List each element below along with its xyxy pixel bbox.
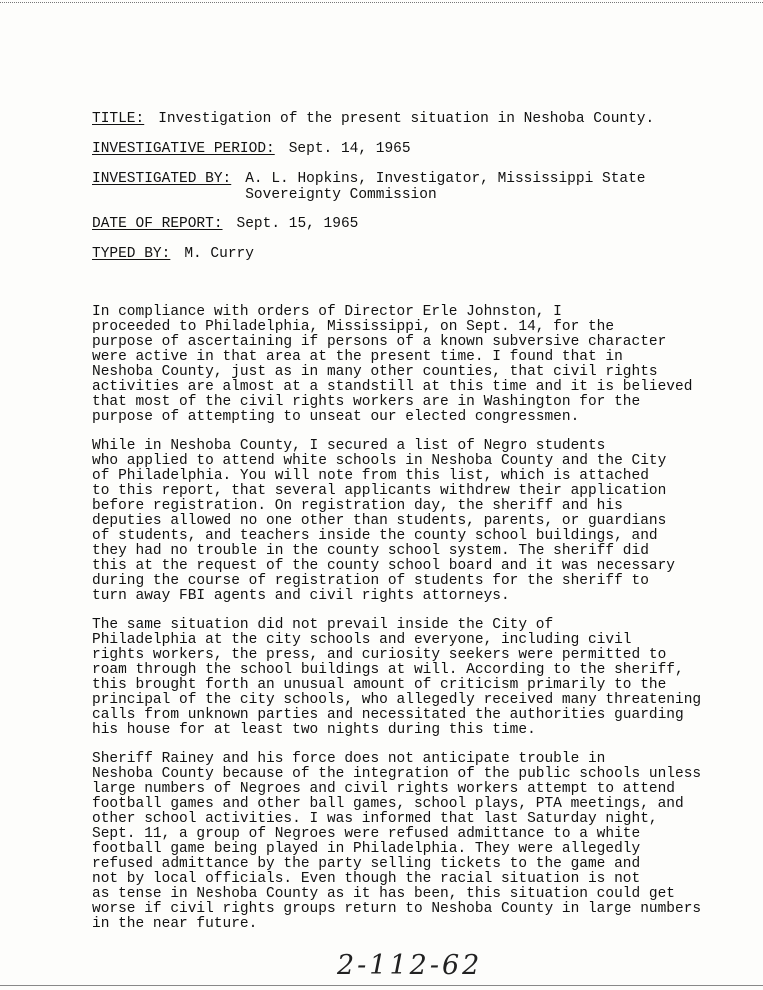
typed-by-row [92, 246, 254, 262]
paragraph-city-schools: The same situation did not prevail inside the City of Philadelphia at the city schools and everyone, including civil rights workers, the press, and curiosity seekers were permitted to roam through the school buildings at will. According to the sheriff, this brought forth an unusual amount of criticism primarily to the principal of the city schools, who allegedly received many threatening calls from unknown parties and necessitated the authorities guarding his house for at least two nights during this time. [92, 617, 702, 738]
date-of-report-value: Sept. 15, 1965 [236, 216, 359, 232]
date-of-report-label: DATE OF REPORT: [92, 216, 223, 232]
scan-edge-top [0, 2, 763, 3]
typed-by-value: M. Curry [184, 246, 254, 262]
title-row [92, 111, 654, 127]
report-body [92, 305, 732, 946]
paragraph-compliance: In compliance with orders of Director Erle Johnston, I proceeded to Philadelphia, Mississippi, on Sept. 14, for the purpose of ascertaining if persons of a known subversive character were active in that area at the present time. I found that in Neshoba County, just as in many other counties, that civil rights activities are almost at a standstill at this time and it is believed that most of the civil rights workers are in Washington for the purpose of attempting to unseat our elected congressmen. [92, 304, 693, 425]
date-of-report-row [92, 216, 358, 232]
investigated-by-row [92, 171, 646, 203]
title-value: Investigation of the present situation in Neshoba County. [158, 111, 655, 127]
title-label: TITLE: [92, 111, 145, 127]
investigated-by-label: INVESTIGATED BY: [92, 171, 232, 187]
typed-by-label: TYPED BY: [92, 246, 171, 262]
handwritten-file-number: 2-112-62 [337, 950, 483, 981]
investigated-by-value: A. L. Hopkins, Investigator, Mississippi State Sovereignty Commission [245, 171, 646, 203]
investigative-period-row [92, 141, 411, 157]
investigative-period-value: Sept. 14, 1965 [288, 141, 411, 157]
scan-edge-bottom [0, 985, 763, 986]
paragraph-sheriff-rainey: Sheriff Rainey and his force does not anticipate trouble in Neshoba County because of the integration of the public schools unless large numbers of Negroes and civil rights workers attempt to attend football games and other ball games, school plays, PTA meetings, and other school activities. I was informed that last Saturday night, Sept. 11, a group of Negroes were refused admittance to a white football game being played in Philadelphia. They were allegedly refused admittance by the party selling tickets to the game and not by local officials. Even though the racial situation is not as tense in Neshoba County as it has been, this situation could get worse if civil rights groups return to Neshoba County in large numbers in the near future. [92, 751, 702, 932]
paragraph-negro-students-list: While in Neshoba County, I secured a list of Negro students who applied to attend white schools in Neshoba County and the City of Philadelphia. You will note from this list, which is attached to this report, that several applicants withdrew their application before registration. On registration day, the sheriff and his deputies allowed no one other than students, parents, or guardians of students, and teachers inside the county school buildings, and they had no trouble in the county school system. The sheriff did this at the request of the county school board and it was necessary during the course of registration of students for the sheriff to turn away FBI agents and civil rights attorneys. [92, 438, 675, 604]
investigative-period-label: INVESTIGATIVE PERIOD: [92, 141, 275, 157]
